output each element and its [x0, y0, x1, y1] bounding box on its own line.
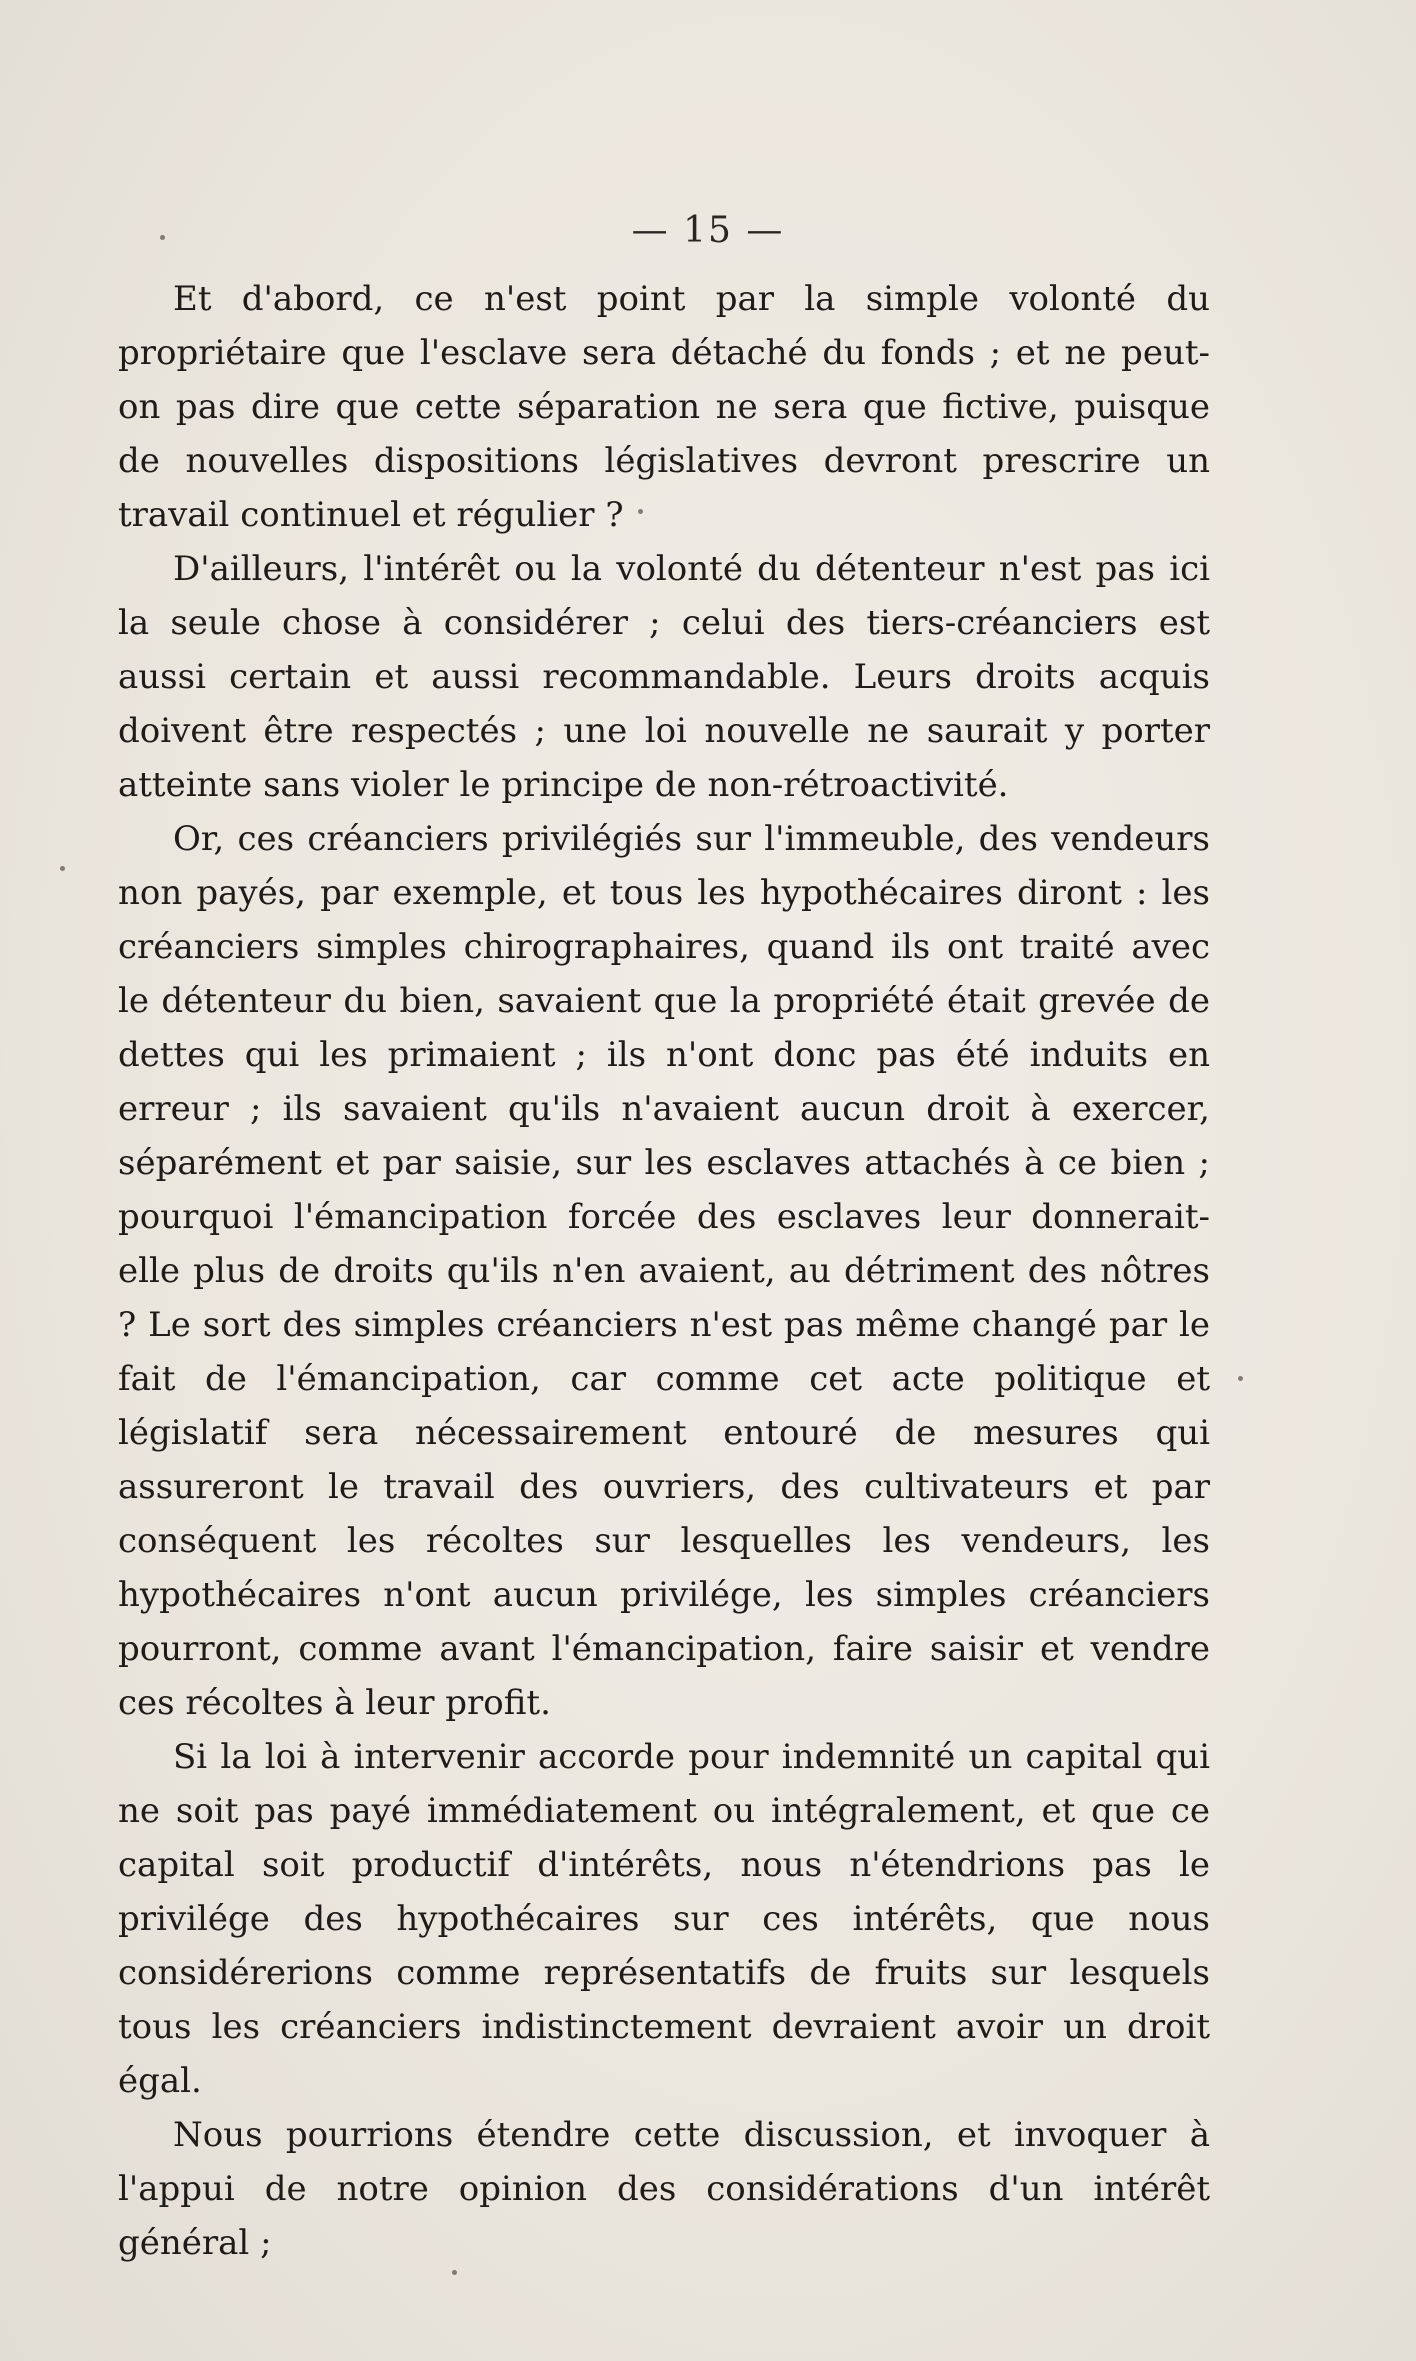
paragraph: Nous pourrions étendre cette discussion, et invoquer à l'appui de notre opinion des considérations d'un intérêt général ;	[118, 2115, 1210, 2263]
body-text	[118, 272, 1210, 2270]
page-number: — 15 —	[631, 210, 785, 251]
paragraph: D'ailleurs, l'intérêt ou la volonté du détenteur n'est pas ici la seule chose à considérer ; celui des tiers-créanciers est aussi certain et aussi recommandable. Leurs droits acquis doivent être respectés ; une loi nouvelle ne saurait y porter atteinte sans violer le principe de non-rétroactivité.	[118, 549, 1210, 805]
ink-speck	[60, 866, 65, 871]
paragraph: Or, ces créanciers privilégiés sur l'immeuble, des vendeurs non payés, par exemple, et tous les hypothécaires diront : les créanciers simples chirographaires, quand ils ont traité avec le détenteur du bien, savaient que la propriété était grevée de dettes qui les primaient ; ils n'ont donc pas été induits en erreur ; ils savaient qu'ils n'avaient aucun droit à exercer, séparément et par saisie, sur les esclaves attachés à ce bien ; pourquoi l'émancipation forcée des esclaves leur donnerait-elle plus de droits qu'ils n'en avaient, au détriment des nôtres ? Le sort des simples créanciers n'est pas même changé par le fait de l'émancipation, car comme cet acte politique et législatif sera nécessairement entouré de mesures qui assureront le travail des ouvriers, des cultivateurs et par conséquent les récoltes sur lesquelles les vendeurs, les hypothécaires n'ont aucun privilége, les simples créanciers pourront, comme avant l'émancipation, faire saisir et vendre ces récoltes à leur profit.	[118, 819, 1210, 1723]
ink-speck	[452, 2270, 457, 2275]
ink-speck	[1238, 1376, 1243, 1381]
paragraph: Si la loi à intervenir accorde pour indemnité un capital qui ne soit pas payé immédiatement ou intégralement, et que ce capital soit productif d'intérêts, nous n'étendrions pas le privilége des hypothécaires sur ces intérêts, que nous considérerions comme représentatifs de fruits sur lesquels tous les créanciers indistinctement devraient avoir un droit égal.	[118, 1737, 1210, 2101]
paragraph: Et d'abord, ce n'est point par la simple volonté du propriétaire que l'esclave sera détaché du fonds ; et ne peut-on pas dire que cette séparation ne sera que fictive, puisque de nouvelles dispositions législatives devront prescrire un travail continuel et régulier ?	[118, 279, 1210, 535]
